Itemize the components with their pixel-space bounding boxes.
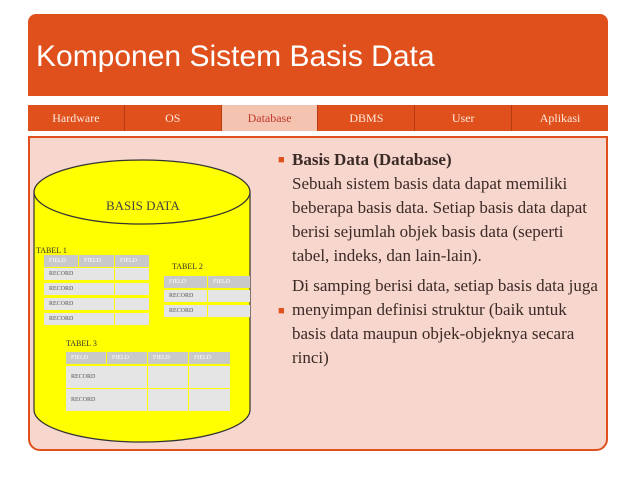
table1-cell <box>115 313 149 325</box>
table1-header: FIELD <box>44 255 78 267</box>
table3-title: TABEL 3 <box>66 339 97 348</box>
tab-hardware[interactable]: Hardware <box>28 105 125 131</box>
bullet-item <box>292 274 602 370</box>
table2-title: TABEL 2 <box>172 262 203 271</box>
table1-record: RECORD <box>44 298 114 310</box>
table3-header: FIELD <box>107 352 147 364</box>
bullet-item <box>292 148 602 268</box>
table2-header: FIELD <box>208 276 250 288</box>
table1-record: RECORD <box>44 313 114 325</box>
tab-aplikasi[interactable]: Aplikasi <box>539 111 581 125</box>
bullet-text: Sebuah sistem basis data dapat memiliki beberapa basis data. Setiap basis data dapat berisi sejumlah objek basis data (seperti tabel, indeks, dan lain-lain). <box>292 174 588 265</box>
table3-header: FIELD <box>148 352 188 364</box>
table3-record: RECORD <box>66 366 147 388</box>
table2-record: RECORD <box>164 305 207 317</box>
table1-title: TABEL 1 <box>36 246 67 255</box>
db-label: BASIS DATA <box>106 198 180 213</box>
tab-os[interactable]: OS <box>125 105 222 131</box>
table3-record: RECORD <box>66 389 147 411</box>
bullet-text: Di samping berisi data, setiap basis data juga menyimpan definisi struktur (baik untuk basis data maupun objek-objeknya secara rinci) <box>292 276 598 367</box>
table1-header: FIELD <box>79 255 114 267</box>
cylinder-top <box>34 160 250 224</box>
bullet-heading: Basis Data (Database) <box>292 150 452 169</box>
table2-record: RECORD <box>164 290 207 302</box>
bullet-icon: ■ <box>278 305 285 317</box>
table1-cell <box>115 298 149 310</box>
tab-database[interactable]: Database <box>222 105 319 131</box>
table3-cell <box>189 366 230 388</box>
table3-cell <box>148 389 188 411</box>
slide-title: Komponen Sistem Basis Data <box>36 40 435 73</box>
table3-header: FIELD <box>66 352 106 364</box>
tab-user[interactable]: User <box>415 105 512 131</box>
table1-cell <box>115 283 149 295</box>
bullet-list <box>292 148 602 370</box>
table2-cell <box>208 305 250 317</box>
table3-cell <box>189 389 230 411</box>
table1-cell <box>115 268 149 280</box>
table1-header: FIELD <box>115 255 149 267</box>
table1-record: RECORD <box>44 268 114 280</box>
table3-header: FIELD <box>189 352 230 364</box>
table1-record: RECORD <box>44 283 114 295</box>
bullet-icon: ■ <box>278 154 285 166</box>
table2-cell <box>208 290 250 302</box>
tab-dbms[interactable]: DBMS <box>318 105 415 131</box>
table2-header: FIELD <box>164 276 207 288</box>
table3-cell <box>148 366 188 388</box>
